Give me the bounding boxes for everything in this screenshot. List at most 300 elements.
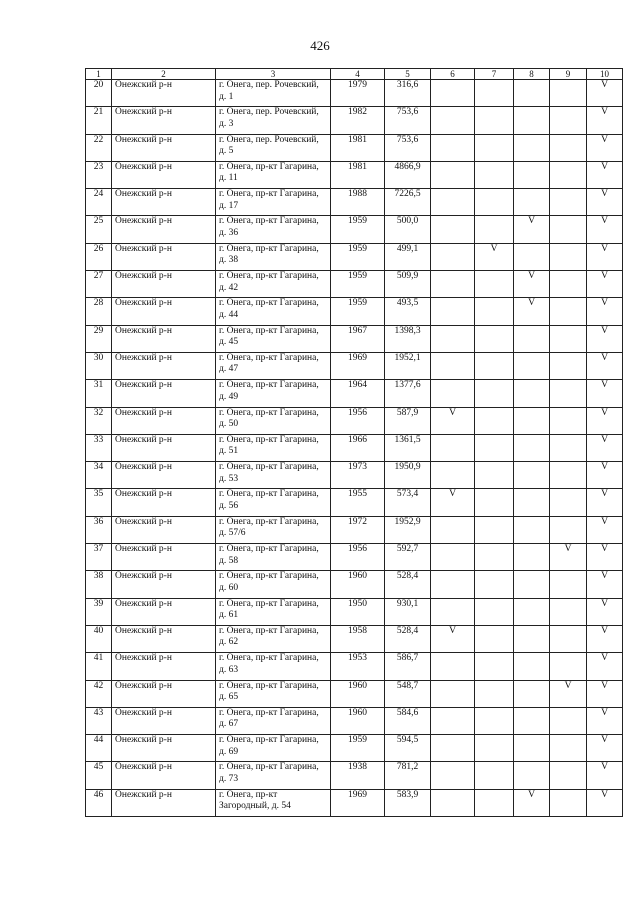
district-cell: Онежский р-н bbox=[112, 707, 216, 734]
address-cell: г. Онега, пр-кт Гагарина, д. 47 bbox=[216, 352, 331, 379]
year-built-cell: 1955 bbox=[331, 489, 385, 516]
row-number-cell: 37 bbox=[86, 544, 112, 571]
table-row bbox=[86, 325, 623, 352]
mark-cell-col9 bbox=[550, 707, 587, 734]
row-number-cell: 32 bbox=[86, 407, 112, 434]
address-cell: г. Онега, пер. Рочевский, д. 1 bbox=[216, 80, 331, 107]
table-row bbox=[86, 216, 623, 243]
mark-cell-col9 bbox=[550, 325, 587, 352]
district-cell: Онежский р-н bbox=[112, 80, 216, 107]
district-cell: Онежский р-н bbox=[112, 544, 216, 571]
column-header: 3 bbox=[216, 69, 331, 80]
mark-cell-col6: V bbox=[431, 489, 475, 516]
address-cell: г. Онега, пр-кт Гагарина, д. 38 bbox=[216, 243, 331, 270]
mark-cell-col10: V bbox=[587, 80, 623, 107]
row-number-cell: 24 bbox=[86, 189, 112, 216]
mark-cell-col7 bbox=[475, 352, 514, 379]
row-number-cell: 33 bbox=[86, 434, 112, 461]
mark-cell-col8 bbox=[514, 434, 550, 461]
mark-cell-col10: V bbox=[587, 735, 623, 762]
mark-cell-col8 bbox=[514, 707, 550, 734]
mark-cell-col6 bbox=[431, 598, 475, 625]
district-cell: Онежский р-н bbox=[112, 735, 216, 762]
mark-cell-col9 bbox=[550, 407, 587, 434]
area-cell: 753,6 bbox=[385, 134, 431, 161]
table-row bbox=[86, 735, 623, 762]
address-cell: г. Онега, пр-кт Гагарина, д. 36 bbox=[216, 216, 331, 243]
address-cell: г. Онега, пр-кт Гагарина, д. 17 bbox=[216, 189, 331, 216]
mark-cell-col8 bbox=[514, 544, 550, 571]
mark-cell-col10: V bbox=[587, 680, 623, 707]
mark-cell-col8 bbox=[514, 598, 550, 625]
mark-cell-col6 bbox=[431, 189, 475, 216]
area-cell: 1952,9 bbox=[385, 516, 431, 543]
row-number-cell: 38 bbox=[86, 571, 112, 598]
area-cell: 1398,3 bbox=[385, 325, 431, 352]
district-cell: Онежский р-н bbox=[112, 462, 216, 489]
mark-cell-col7 bbox=[475, 325, 514, 352]
year-built-cell: 1973 bbox=[331, 462, 385, 489]
district-cell: Онежский р-н bbox=[112, 789, 216, 816]
mark-cell-col6 bbox=[431, 735, 475, 762]
mark-cell-col6 bbox=[431, 161, 475, 188]
table-row bbox=[86, 571, 623, 598]
year-built-cell: 1967 bbox=[331, 325, 385, 352]
mark-cell-col7 bbox=[475, 298, 514, 325]
table-row bbox=[86, 298, 623, 325]
mark-cell-col8 bbox=[514, 407, 550, 434]
district-cell: Онежский р-н bbox=[112, 653, 216, 680]
mark-cell-col8: V bbox=[514, 271, 550, 298]
address-cell: г. Онега, пр-кт Гагарина, д. 44 bbox=[216, 298, 331, 325]
mark-cell-col10: V bbox=[587, 325, 623, 352]
table-row bbox=[86, 680, 623, 707]
area-cell: 587,9 bbox=[385, 407, 431, 434]
mark-cell-col10: V bbox=[587, 789, 623, 816]
mark-cell-col6 bbox=[431, 434, 475, 461]
mark-cell-col6 bbox=[431, 516, 475, 543]
mark-cell-col10: V bbox=[587, 544, 623, 571]
district-cell: Онежский р-н bbox=[112, 107, 216, 134]
year-built-cell: 1982 bbox=[331, 107, 385, 134]
mark-cell-col7: V bbox=[475, 243, 514, 270]
table-row bbox=[86, 462, 623, 489]
mark-cell-col8 bbox=[514, 625, 550, 652]
row-number-cell: 43 bbox=[86, 707, 112, 734]
area-cell: 1950,9 bbox=[385, 462, 431, 489]
area-cell: 509,9 bbox=[385, 271, 431, 298]
mark-cell-col8 bbox=[514, 680, 550, 707]
address-cell: г. Онега, пр-кт Гагарина, д. 51 bbox=[216, 434, 331, 461]
mark-cell-col7 bbox=[475, 598, 514, 625]
mark-cell-col6 bbox=[431, 462, 475, 489]
mark-cell-col6: V bbox=[431, 625, 475, 652]
mark-cell-col9 bbox=[550, 516, 587, 543]
row-number-cell: 39 bbox=[86, 598, 112, 625]
mark-cell-col7 bbox=[475, 516, 514, 543]
table-row bbox=[86, 243, 623, 270]
district-cell: Онежский р-н bbox=[112, 434, 216, 461]
area-cell: 1361,5 bbox=[385, 434, 431, 461]
table-row bbox=[86, 380, 623, 407]
table-row bbox=[86, 80, 623, 107]
mark-cell-col7 bbox=[475, 134, 514, 161]
area-cell: 499,1 bbox=[385, 243, 431, 270]
mark-cell-col7 bbox=[475, 380, 514, 407]
mark-cell-col8 bbox=[514, 161, 550, 188]
district-cell: Онежский р-н bbox=[112, 380, 216, 407]
district-cell: Онежский р-н bbox=[112, 298, 216, 325]
mark-cell-col9 bbox=[550, 107, 587, 134]
mark-cell-col10: V bbox=[587, 243, 623, 270]
address-cell: г. Онега, пер. Рочевский, д. 5 bbox=[216, 134, 331, 161]
address-cell: г. Онега, пр-кт Гагарина, д. 73 bbox=[216, 762, 331, 789]
table-row bbox=[86, 598, 623, 625]
mark-cell-col10: V bbox=[587, 516, 623, 543]
year-built-cell: 1969 bbox=[331, 352, 385, 379]
mark-cell-col6 bbox=[431, 271, 475, 298]
row-number-cell: 35 bbox=[86, 489, 112, 516]
address-cell: г. Онега, пр-кт Гагарина, д. 62 bbox=[216, 625, 331, 652]
district-cell: Онежский р-н bbox=[112, 189, 216, 216]
row-number-cell: 23 bbox=[86, 161, 112, 188]
district-cell: Онежский р-н bbox=[112, 352, 216, 379]
mark-cell-col10: V bbox=[587, 352, 623, 379]
area-cell: 592,7 bbox=[385, 544, 431, 571]
column-header: 7 bbox=[475, 69, 514, 80]
year-built-cell: 1960 bbox=[331, 707, 385, 734]
area-cell: 594,5 bbox=[385, 735, 431, 762]
mark-cell-col9 bbox=[550, 735, 587, 762]
mark-cell-col6 bbox=[431, 653, 475, 680]
year-built-cell: 1960 bbox=[331, 571, 385, 598]
district-cell: Онежский р-н bbox=[112, 571, 216, 598]
year-built-cell: 1938 bbox=[331, 762, 385, 789]
mark-cell-col9 bbox=[550, 189, 587, 216]
row-number-cell: 22 bbox=[86, 134, 112, 161]
table-row bbox=[86, 352, 623, 379]
column-header: 10 bbox=[587, 69, 623, 80]
mark-cell-col8: V bbox=[514, 298, 550, 325]
mark-cell-col9 bbox=[550, 653, 587, 680]
mark-cell-col7 bbox=[475, 434, 514, 461]
table-row bbox=[86, 189, 623, 216]
row-number-cell: 46 bbox=[86, 789, 112, 816]
table-row bbox=[86, 407, 623, 434]
mark-cell-col10: V bbox=[587, 298, 623, 325]
address-cell: г. Онега, пр-кт Гагарина, д. 53 bbox=[216, 462, 331, 489]
row-number-cell: 36 bbox=[86, 516, 112, 543]
mark-cell-col8 bbox=[514, 489, 550, 516]
table-row bbox=[86, 271, 623, 298]
district-cell: Онежский р-н bbox=[112, 625, 216, 652]
year-built-cell: 1959 bbox=[331, 271, 385, 298]
mark-cell-col8 bbox=[514, 189, 550, 216]
mark-cell-col9 bbox=[550, 489, 587, 516]
district-cell: Онежский р-н bbox=[112, 134, 216, 161]
mark-cell-col8 bbox=[514, 762, 550, 789]
column-header: 8 bbox=[514, 69, 550, 80]
mark-cell-col9 bbox=[550, 161, 587, 188]
district-cell: Онежский р-н bbox=[112, 325, 216, 352]
mark-cell-col9: V bbox=[550, 680, 587, 707]
mark-cell-col10: V bbox=[587, 189, 623, 216]
mark-cell-col7 bbox=[475, 707, 514, 734]
mark-cell-col8 bbox=[514, 462, 550, 489]
mark-cell-col7 bbox=[475, 571, 514, 598]
area-cell: 500,0 bbox=[385, 216, 431, 243]
row-number-cell: 27 bbox=[86, 271, 112, 298]
mark-cell-col7 bbox=[475, 107, 514, 134]
mark-cell-col9 bbox=[550, 789, 587, 816]
year-built-cell: 1979 bbox=[331, 80, 385, 107]
year-built-cell: 1988 bbox=[331, 189, 385, 216]
area-cell: 528,4 bbox=[385, 571, 431, 598]
table-row bbox=[86, 625, 623, 652]
area-cell: 584,6 bbox=[385, 707, 431, 734]
address-cell: г. Онега, пр-кт Гагарина, д. 69 bbox=[216, 735, 331, 762]
mark-cell-col10: V bbox=[587, 571, 623, 598]
year-built-cell: 1969 bbox=[331, 789, 385, 816]
mark-cell-col6 bbox=[431, 80, 475, 107]
year-built-cell: 1956 bbox=[331, 544, 385, 571]
row-number-cell: 30 bbox=[86, 352, 112, 379]
district-cell: Онежский р-н bbox=[112, 243, 216, 270]
address-cell: г. Онега, пр-кт Гагарина, д. 61 bbox=[216, 598, 331, 625]
district-cell: Онежский р-н bbox=[112, 271, 216, 298]
year-built-cell: 1956 bbox=[331, 407, 385, 434]
table-row bbox=[86, 516, 623, 543]
area-cell: 930,1 bbox=[385, 598, 431, 625]
column-header: 6 bbox=[431, 69, 475, 80]
mark-cell-col7 bbox=[475, 625, 514, 652]
mark-cell-col8 bbox=[514, 653, 550, 680]
mark-cell-col7 bbox=[475, 653, 514, 680]
district-cell: Онежский р-н bbox=[112, 680, 216, 707]
mark-cell-col10: V bbox=[587, 653, 623, 680]
column-header: 2 bbox=[112, 69, 216, 80]
mark-cell-col10: V bbox=[587, 216, 623, 243]
district-cell: Онежский р-н bbox=[112, 407, 216, 434]
mark-cell-col9 bbox=[550, 571, 587, 598]
year-built-cell: 1959 bbox=[331, 243, 385, 270]
mark-cell-col10: V bbox=[587, 107, 623, 134]
mark-cell-col6 bbox=[431, 544, 475, 571]
row-number-cell: 28 bbox=[86, 298, 112, 325]
mark-cell-col8 bbox=[514, 380, 550, 407]
year-built-cell: 1960 bbox=[331, 680, 385, 707]
mark-cell-col7 bbox=[475, 216, 514, 243]
mark-cell-col6 bbox=[431, 380, 475, 407]
mark-cell-col9 bbox=[550, 216, 587, 243]
mark-cell-col7 bbox=[475, 271, 514, 298]
mark-cell-col7 bbox=[475, 161, 514, 188]
mark-cell-col7 bbox=[475, 789, 514, 816]
row-number-cell: 34 bbox=[86, 462, 112, 489]
mark-cell-col7 bbox=[475, 544, 514, 571]
mark-cell-col9 bbox=[550, 352, 587, 379]
mark-cell-col6 bbox=[431, 680, 475, 707]
year-built-cell: 1959 bbox=[331, 298, 385, 325]
year-built-cell: 1958 bbox=[331, 625, 385, 652]
mark-cell-col7 bbox=[475, 407, 514, 434]
mark-cell-col8 bbox=[514, 325, 550, 352]
column-header: 5 bbox=[385, 69, 431, 80]
area-cell: 493,5 bbox=[385, 298, 431, 325]
mark-cell-col10: V bbox=[587, 134, 623, 161]
mark-cell-col8 bbox=[514, 352, 550, 379]
mark-cell-col6 bbox=[431, 707, 475, 734]
mark-cell-col8 bbox=[514, 243, 550, 270]
mark-cell-col10: V bbox=[587, 762, 623, 789]
address-cell: г. Онега, пр-кт Гагарина, д. 45 bbox=[216, 325, 331, 352]
mark-cell-col10: V bbox=[587, 625, 623, 652]
mark-cell-col10: V bbox=[587, 489, 623, 516]
row-number-cell: 21 bbox=[86, 107, 112, 134]
address-cell: г. Онега, пер. Рочевский, д. 3 bbox=[216, 107, 331, 134]
area-cell: 586,7 bbox=[385, 653, 431, 680]
address-cell: г. Онега, пр-кт Гагарина, д. 50 bbox=[216, 407, 331, 434]
table-row bbox=[86, 489, 623, 516]
mark-cell-col6 bbox=[431, 352, 475, 379]
year-built-cell: 1972 bbox=[331, 516, 385, 543]
mark-cell-col9: V bbox=[550, 544, 587, 571]
mark-cell-col10: V bbox=[587, 707, 623, 734]
district-cell: Онежский р-н bbox=[112, 598, 216, 625]
column-header: 9 bbox=[550, 69, 587, 80]
row-number-cell: 44 bbox=[86, 735, 112, 762]
address-cell: г. Онега, пр-кт Гагарина, д. 11 bbox=[216, 161, 331, 188]
area-cell: 583,9 bbox=[385, 789, 431, 816]
table-row bbox=[86, 653, 623, 680]
area-cell: 316,6 bbox=[385, 80, 431, 107]
address-cell: г. Онега, пр-кт Гагарина, д. 58 bbox=[216, 544, 331, 571]
mark-cell-col7 bbox=[475, 189, 514, 216]
table-row bbox=[86, 134, 623, 161]
column-number-row bbox=[86, 69, 623, 80]
mark-cell-col10: V bbox=[587, 407, 623, 434]
row-number-cell: 45 bbox=[86, 762, 112, 789]
district-cell: Онежский р-н bbox=[112, 489, 216, 516]
table-row bbox=[86, 762, 623, 789]
mark-cell-col6 bbox=[431, 216, 475, 243]
row-number-cell: 41 bbox=[86, 653, 112, 680]
area-cell: 548,7 bbox=[385, 680, 431, 707]
mark-cell-col9 bbox=[550, 625, 587, 652]
row-number-cell: 20 bbox=[86, 80, 112, 107]
mark-cell-col9 bbox=[550, 762, 587, 789]
address-cell: г. Онега, пр-кт Гагарина, д. 63 bbox=[216, 653, 331, 680]
mark-cell-col10: V bbox=[587, 271, 623, 298]
mark-cell-col9 bbox=[550, 271, 587, 298]
area-cell: 7226,5 bbox=[385, 189, 431, 216]
mark-cell-col9 bbox=[550, 434, 587, 461]
mark-cell-col8 bbox=[514, 80, 550, 107]
area-cell: 4866,9 bbox=[385, 161, 431, 188]
mark-cell-col6 bbox=[431, 107, 475, 134]
year-built-cell: 1981 bbox=[331, 161, 385, 188]
address-cell: г. Онега, пр-кт Гагарина, д. 60 bbox=[216, 571, 331, 598]
mark-cell-col10: V bbox=[587, 161, 623, 188]
table-row bbox=[86, 107, 623, 134]
housing-register-table bbox=[85, 68, 623, 817]
mark-cell-col10: V bbox=[587, 380, 623, 407]
mark-cell-col8: V bbox=[514, 216, 550, 243]
area-cell: 753,6 bbox=[385, 107, 431, 134]
row-number-cell: 26 bbox=[86, 243, 112, 270]
mark-cell-col7 bbox=[475, 80, 514, 107]
row-number-cell: 25 bbox=[86, 216, 112, 243]
table-row bbox=[86, 544, 623, 571]
mark-cell-col8 bbox=[514, 571, 550, 598]
row-number-cell: 29 bbox=[86, 325, 112, 352]
year-built-cell: 1959 bbox=[331, 216, 385, 243]
area-cell: 1377,6 bbox=[385, 380, 431, 407]
area-cell: 1952,1 bbox=[385, 352, 431, 379]
table-row bbox=[86, 789, 623, 816]
table-row bbox=[86, 161, 623, 188]
mark-cell-col6 bbox=[431, 298, 475, 325]
mark-cell-col6 bbox=[431, 325, 475, 352]
year-built-cell: 1953 bbox=[331, 653, 385, 680]
mark-cell-col6 bbox=[431, 134, 475, 161]
year-built-cell: 1959 bbox=[331, 735, 385, 762]
year-built-cell: 1950 bbox=[331, 598, 385, 625]
address-cell: г. Онега, пр-кт Гагарина, д. 56 bbox=[216, 489, 331, 516]
mark-cell-col7 bbox=[475, 735, 514, 762]
row-number-cell: 31 bbox=[86, 380, 112, 407]
mark-cell-col6 bbox=[431, 243, 475, 270]
district-cell: Онежский р-н bbox=[112, 161, 216, 188]
mark-cell-col9 bbox=[550, 380, 587, 407]
mark-cell-col9 bbox=[550, 462, 587, 489]
row-number-cell: 40 bbox=[86, 625, 112, 652]
mark-cell-col9 bbox=[550, 298, 587, 325]
mark-cell-col10: V bbox=[587, 434, 623, 461]
table-row bbox=[86, 707, 623, 734]
mark-cell-col6 bbox=[431, 571, 475, 598]
district-cell: Онежский р-н bbox=[112, 216, 216, 243]
mark-cell-col6 bbox=[431, 762, 475, 789]
mark-cell-col10: V bbox=[587, 462, 623, 489]
address-cell: г. Онега, пр-кт Гагарина, д. 42 bbox=[216, 271, 331, 298]
area-cell: 573,4 bbox=[385, 489, 431, 516]
column-header: 4 bbox=[331, 69, 385, 80]
mark-cell-col8 bbox=[514, 735, 550, 762]
mark-cell-col9 bbox=[550, 80, 587, 107]
column-header: 1 bbox=[86, 69, 112, 80]
page-number: 426 bbox=[310, 38, 330, 53]
address-cell: г. Онега, пр-кт Гагарина, д. 57/6 bbox=[216, 516, 331, 543]
mark-cell-col7 bbox=[475, 680, 514, 707]
mark-cell-col8 bbox=[514, 516, 550, 543]
row-number-cell: 42 bbox=[86, 680, 112, 707]
address-cell: г. Онега, пр-кт Загородный, д. 54 bbox=[216, 789, 331, 816]
mark-cell-col6 bbox=[431, 789, 475, 816]
address-cell: г. Онега, пр-кт Гагарина, д. 65 bbox=[216, 680, 331, 707]
year-built-cell: 1981 bbox=[331, 134, 385, 161]
mark-cell-col9 bbox=[550, 134, 587, 161]
year-built-cell: 1964 bbox=[331, 380, 385, 407]
mark-cell-col8 bbox=[514, 107, 550, 134]
mark-cell-col8: V bbox=[514, 789, 550, 816]
mark-cell-col8 bbox=[514, 134, 550, 161]
mark-cell-col9 bbox=[550, 598, 587, 625]
mark-cell-col10: V bbox=[587, 598, 623, 625]
table-row bbox=[86, 434, 623, 461]
address-cell: г. Онега, пр-кт Гагарина, д. 67 bbox=[216, 707, 331, 734]
district-cell: Онежский р-н bbox=[112, 516, 216, 543]
